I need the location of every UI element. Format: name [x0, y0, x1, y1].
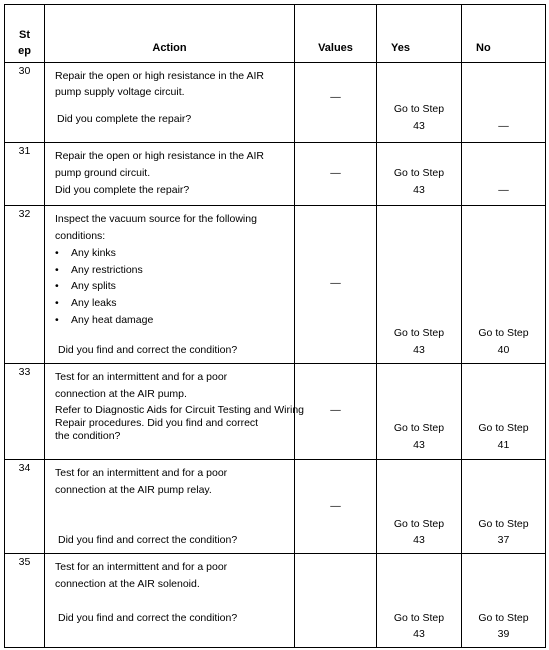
values-cell	[295, 364, 377, 460]
yes-cell	[377, 63, 462, 143]
header-row	[5, 5, 546, 63]
yes-goto: Go to Step	[393, 612, 445, 624]
action-line: Refer to Diagnostic Aids for Circuit Testing and Wiring	[55, 404, 304, 416]
diagnostic-table	[4, 4, 546, 648]
table-row	[5, 364, 546, 460]
values-cell	[295, 63, 377, 143]
no-cell	[462, 554, 546, 648]
bullet-item	[55, 245, 116, 261]
action-cell	[45, 143, 295, 206]
yes-step: 43	[413, 534, 425, 546]
values-cell	[295, 206, 377, 364]
bullet-icon: •	[55, 314, 59, 326]
values-cell	[295, 460, 377, 554]
action-line: Repair the open or high resistance in the AIR	[55, 150, 264, 162]
values-dash: —	[330, 404, 341, 416]
table-row	[5, 63, 546, 143]
yes-cell	[377, 206, 462, 364]
yes-cell	[377, 143, 462, 206]
action-line: Test for an intermittent and for a poor	[55, 561, 228, 573]
values-dash: —	[330, 277, 341, 289]
action-question: Did you complete the repair?	[57, 113, 192, 125]
no-goto: Go to Step	[478, 612, 529, 624]
bullet-item	[55, 262, 143, 278]
step-number: 31	[5, 143, 45, 206]
header-yes: Yes	[377, 5, 462, 63]
yes-step: 43	[413, 120, 425, 132]
values-dash: —	[330, 500, 341, 512]
action-line: connection at the AIR pump relay.	[55, 484, 212, 496]
no-step: 37	[497, 534, 510, 546]
step-number: 32	[5, 206, 45, 364]
header-step-top: St	[19, 29, 30, 41]
yes-cell	[377, 364, 462, 460]
header-values: Values	[295, 5, 377, 63]
step-number: 33	[5, 364, 45, 460]
action-line: Repair the open or high resistance in the AIR	[55, 70, 264, 82]
no-cell	[462, 460, 546, 554]
action-question: Did you find and correct the condition?	[58, 344, 238, 356]
action-line: the condition?	[55, 430, 121, 442]
no-goto: Go to Step	[478, 422, 529, 434]
bullet-icon: •	[55, 297, 59, 309]
action-line: pump supply voltage circuit.	[55, 86, 185, 98]
yes-step: 43	[413, 344, 425, 356]
action-line: pump ground circuit.	[55, 167, 151, 179]
action-line: Repair procedures. Did you find and correct	[55, 417, 259, 429]
table-row	[5, 554, 546, 648]
yes-goto: Go to Step	[393, 327, 445, 339]
action-cell	[45, 206, 295, 364]
action-cell	[45, 63, 295, 143]
bullet-icon: •	[55, 264, 59, 276]
action-question: Did you find and correct the condition?	[58, 612, 238, 624]
yes-step: 43	[413, 628, 425, 640]
bullet-text: Any heat damage	[71, 314, 154, 326]
action-cell	[45, 364, 304, 460]
no-cell	[462, 63, 546, 143]
bullet-text: Any kinks	[71, 247, 116, 259]
header-no: No	[462, 5, 546, 63]
action-cell	[45, 460, 295, 554]
yes-goto: Go to Step	[393, 167, 445, 179]
yes-goto: Go to Step	[393, 103, 445, 115]
bullet-text: Any restrictions	[71, 264, 143, 276]
header-step	[5, 5, 45, 63]
table-row	[5, 206, 546, 364]
values-dash: —	[330, 91, 341, 103]
header-action: Action	[45, 5, 295, 63]
yes-cell	[377, 554, 462, 648]
table-row	[5, 460, 546, 554]
step-number: 30	[5, 63, 45, 143]
no-cell	[462, 364, 546, 460]
yes-goto: Go to Step	[393, 518, 445, 530]
no-step: 40	[497, 344, 510, 356]
no-goto: Go to Step	[478, 327, 529, 339]
values-cell	[295, 554, 377, 648]
step-number: 34	[5, 460, 45, 554]
yes-step: 43	[413, 184, 425, 196]
header-step-bottom: ep	[18, 45, 31, 57]
action-cell	[45, 554, 295, 648]
bullet-icon: •	[55, 247, 59, 259]
action-line: Test for an intermittent and for a poor	[55, 371, 228, 383]
bullet-item	[55, 278, 116, 294]
action-line: connection at the AIR solenoid.	[55, 578, 200, 590]
no-dash: —	[498, 184, 509, 196]
action-line: Inspect the vacuum source for the following	[55, 213, 257, 225]
values-cell	[295, 143, 377, 206]
no-step: 41	[497, 439, 510, 451]
no-goto: Go to Step	[478, 518, 529, 530]
bullet-icon: •	[55, 280, 59, 292]
bullet-item	[55, 295, 117, 311]
action-line: connection at the AIR pump.	[55, 388, 187, 400]
no-step: 39	[497, 628, 510, 640]
step-number: 35	[5, 554, 45, 648]
action-line: Test for an intermittent and for a poor	[55, 467, 228, 479]
action-question: Did you find and correct the condition?	[58, 534, 238, 546]
values-dash: —	[330, 167, 341, 179]
bullet-text: Any leaks	[71, 297, 117, 309]
table-row	[5, 143, 546, 206]
yes-step: 43	[413, 439, 425, 451]
no-cell	[462, 206, 546, 364]
yes-cell	[377, 460, 462, 554]
action-question: Did you complete the repair?	[55, 184, 190, 196]
bullet-item	[55, 312, 153, 328]
no-cell	[462, 143, 546, 206]
bullet-text: Any splits	[71, 280, 116, 292]
no-dash: —	[498, 120, 509, 132]
yes-goto: Go to Step	[393, 422, 445, 434]
action-line: conditions:	[55, 230, 106, 242]
